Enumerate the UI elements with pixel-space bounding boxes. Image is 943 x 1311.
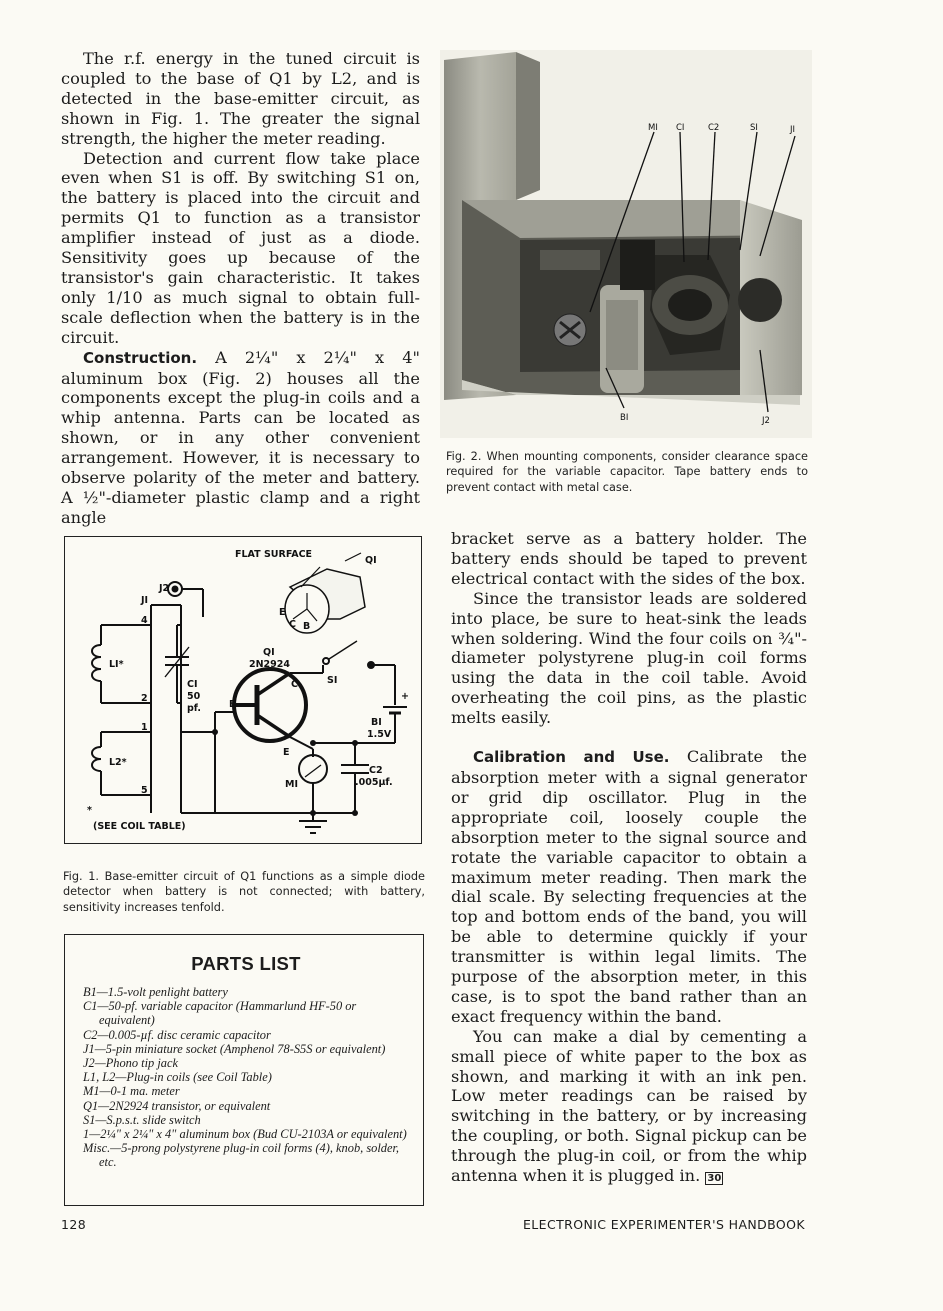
schematic-label: pf.	[187, 703, 202, 714]
section-heading: Calibration and Use.	[473, 748, 670, 767]
schematic-label: LI*	[109, 659, 124, 670]
schematic-label: FLAT SURFACE	[235, 549, 313, 560]
parts-list-item: L1, L2—Plug-in coils (see Coil Table)	[83, 1070, 272, 1085]
parts-list-item: C1—50-pf. variable capacitor (Hammarlund HF-50 or equivalent)	[83, 999, 357, 1028]
parts-list-item: J1—5-pin miniature socket (Amphenol 78-S5S or equivalent)	[83, 1041, 386, 1056]
parts-list-item: 1—2¼" x 2¼" x 4" aluminum box (Bud CU-2103A or equivalent)	[83, 1127, 407, 1142]
parts-list-item: B1—1.5-volt penlight battery	[83, 985, 228, 999]
section-text: Calibrate the absorption meter with a signal generator or grid dip oscillator. Plug in the appropriate coil, loosely couple the absorption meter to the signal source and rotate the variable capacitor to obtain a maximum meter reading. Then mark the dial scale. By selecting frequencies at the top and bottom ends of the band, you will be able to determine quickly if your transmitter is within legal limits. The purpose of the absorption meter, in this case, is to spot the band rather than an exact frequency within the band.	[451, 747, 807, 1026]
schematic-label: C	[289, 619, 296, 630]
schematic-label: C	[291, 679, 298, 690]
section-text: A 2¼" x 2¼" x 4" aluminum box (Fig. 2) houses all the components except the plug-in coils and a whip antenna. Parts can be located as shown, or in any other convenient arrangement. However, it is necessary to observe polarity of the meter and battery. A ½"-diameter plastic clamp and a right angle	[61, 347, 420, 527]
schematic-label: CI	[187, 679, 198, 690]
schematic-label: JI	[141, 595, 149, 606]
schematic-label: 1.5V	[367, 729, 392, 740]
schematic-label: 1	[141, 722, 148, 733]
schematic-label: .005µf.	[355, 777, 393, 788]
schematic-label: 2N2924	[249, 659, 291, 670]
schematic-label: QI	[365, 555, 377, 566]
running-footer: ELECTRONIC EXPERIMENTER'S HANDBOOK	[523, 1217, 806, 1232]
schematic-label: B	[229, 699, 237, 710]
schematic-label: 4	[141, 615, 148, 626]
paragraph	[451, 747, 807, 1027]
parts-list-title: PARTS LIST	[191, 953, 301, 974]
schematic-label: *	[87, 805, 92, 816]
parts-list-item: C2—0.005-µf. disc ceramic capacitor	[83, 1027, 271, 1042]
schematic-label: C2	[369, 765, 383, 776]
fig1-schematic-box	[64, 536, 422, 844]
end-mark: 30	[707, 1173, 722, 1185]
fig2-photo	[440, 50, 812, 438]
schematic-label: 2	[141, 693, 148, 704]
photo-label: J2	[762, 416, 770, 426]
left-column-text	[61, 49, 420, 528]
section-heading: Construction.	[83, 348, 198, 367]
parts-list-box	[64, 934, 424, 1206]
schematic-label: +	[401, 691, 409, 702]
paragraph: Since the transistor leads are soldered into place, be sure to heat-sink the leads when soldering. Wind the four coils on ¾"-diameter polystyrene plug-in coil forms using the data in the coil table. Avoid overheating the coil pins, as the plastic melts easily.	[451, 588, 807, 728]
fig2-caption: Fig. 2. When mounting components, consider clearance space required for the variable capacitor. Tape battery ends to prevent contact with metal case.	[446, 450, 808, 494]
schematic-label: BI	[371, 717, 382, 728]
schematic-label: B	[303, 621, 311, 632]
fig1-caption: Fig. 1. Base-emitter circuit of Q1 functions as a simple diode detector when battery is not connected; with battery, sensitivity increases tenfold.	[63, 870, 425, 914]
schematic-label: E	[279, 607, 286, 618]
paragraph: bracket serve as a battery holder. The battery ends should be taped to prevent electrical contact with the sides of the box.	[451, 529, 807, 588]
photo-label: BI	[620, 413, 629, 423]
parts-list-item: M1—0-1 ma. meter	[83, 1084, 180, 1099]
schematic-label: 50	[187, 691, 201, 702]
photo-label: SI	[750, 123, 758, 133]
schematic-label: 5	[141, 785, 148, 796]
schematic-label: (SEE COIL TABLE)	[93, 821, 186, 832]
schematic-label: MI	[285, 779, 298, 790]
schematic-label: J2	[159, 583, 170, 594]
page-number: 128	[61, 1217, 87, 1232]
schematic-label: SI	[327, 675, 338, 686]
fig1-schematic	[65, 537, 422, 844]
parts-list-item: J2—Phono tip jack	[83, 1056, 178, 1071]
schematic-label: E	[283, 747, 290, 758]
paragraph-text: You can make a dial by cementing a small piece of white paper to the box as shown, and marking it with an ink pen. Low meter readings can be raised by switching in the battery, or by increasing the coupling, or both. Signal pickup can be through the plug-in coil, or from the whip antenna when it is plugged in.	[451, 1026, 807, 1186]
paragraph	[61, 348, 420, 528]
schematic-label: L2*	[109, 757, 127, 768]
photo-label: C2	[708, 123, 720, 133]
photo-label: CI	[676, 123, 685, 133]
paragraph: Detection and current flow take place even when S1 is off. By switching S1 on, the battery is placed into the circuit and permits Q1 to function as a transistor amplifier instead of just as a diode. Sensitivity goes up because of the transistor's gain characteristic. It takes only 1/10 as much signal to obtain full-scale deflection when the battery is in the circuit.	[61, 148, 420, 347]
photo-label: JI	[790, 125, 796, 135]
photo-label: MI	[648, 123, 658, 133]
parts-list-item: S1—S.p.s.t. slide switch	[83, 1112, 201, 1127]
paragraph	[451, 1027, 807, 1189]
right-column-text	[451, 529, 807, 1189]
parts-list-item: Misc.—5-prong polystyrene plug-in coil forms (4), knob, solder, etc.	[83, 1141, 400, 1170]
schematic-label: QI	[263, 647, 275, 658]
parts-list	[83, 985, 409, 1170]
paragraph: The r.f. energy in the tuned circuit is coupled to the base of Q1 by L2, and is detected in the base-emitter circuit, as shown in Fig. 1. The greater the signal strength, the higher the meter reading.	[61, 49, 420, 148]
parts-list-item: Q1—2N2924 transistor, or equivalent	[83, 1098, 271, 1113]
